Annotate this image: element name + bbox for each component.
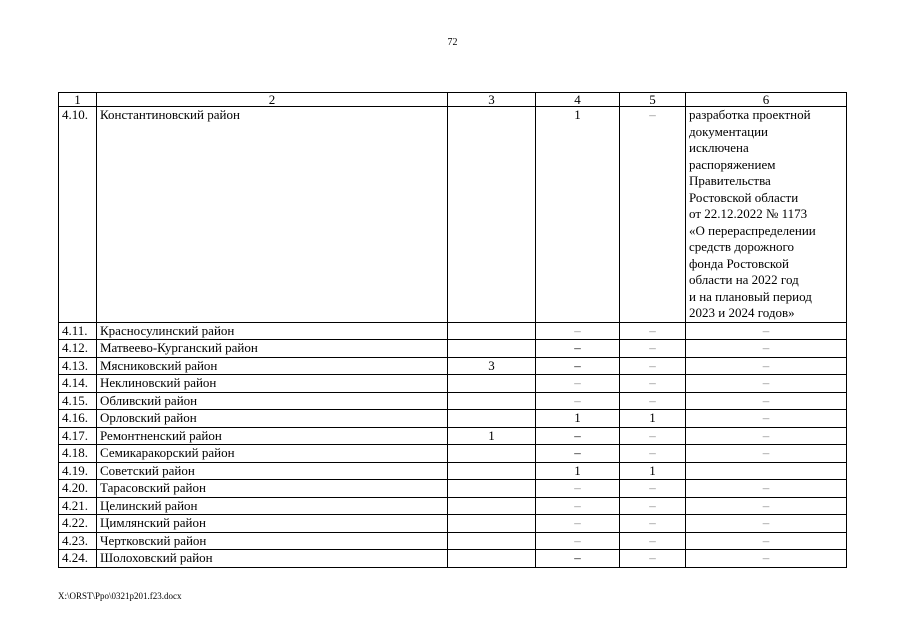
col4-value: – — [536, 550, 620, 568]
district-name: Цимлянский район — [97, 515, 448, 533]
row-number: 4.20. — [59, 480, 97, 498]
col6-value: – — [686, 480, 847, 498]
col5-value: – — [620, 357, 686, 375]
note-line: разработка проектной — [689, 107, 811, 122]
col5-value: – — [620, 427, 686, 445]
row-number: 4.22. — [59, 515, 97, 533]
col6-value: – — [686, 445, 847, 463]
col5-value: – — [620, 340, 686, 358]
district-name: Красносулинский район — [97, 322, 448, 340]
header-cell: 1 — [59, 93, 97, 107]
col5-value: 1 — [620, 462, 686, 480]
col4-value: 1 — [536, 107, 620, 323]
col5-value: – — [620, 375, 686, 393]
col6-value: – — [686, 357, 847, 375]
table-row — [59, 375, 847, 393]
row-number: 4.18. — [59, 445, 97, 463]
table-row — [59, 445, 847, 463]
header-cell: 5 — [620, 93, 686, 107]
col5-value: – — [620, 480, 686, 498]
note-line: документации — [689, 123, 769, 139]
col3-value — [448, 340, 536, 358]
col5-value: – — [620, 107, 686, 323]
district-name: Чертковский район — [97, 532, 448, 550]
row-number: 4.17. — [59, 427, 97, 445]
row-number: 4.24. — [59, 550, 97, 568]
col6-value: – — [686, 322, 847, 340]
row-number: 4.14. — [59, 375, 97, 393]
note-line: Ростовской области — [689, 189, 799, 205]
col4-value: – — [536, 427, 620, 445]
row-number: 4.10. — [59, 107, 97, 323]
col3-value: 3 — [448, 357, 536, 375]
col6-value: – — [686, 497, 847, 515]
row-number: 4.13. — [59, 357, 97, 375]
table-row — [59, 532, 847, 550]
note-line: и на плановый период — [689, 288, 812, 304]
col3-value — [448, 515, 536, 533]
table-row — [59, 550, 847, 568]
col4-value: – — [536, 375, 620, 393]
table-row — [59, 515, 847, 533]
note-line: средств дорожного — [689, 239, 795, 254]
col3-value: 1 — [448, 427, 536, 445]
table-row — [59, 427, 847, 445]
note-line: распоряжением — [689, 156, 776, 172]
col6-value: – — [686, 375, 847, 393]
header-cell: 4 — [536, 93, 620, 107]
district-name: Мясниковский район — [97, 357, 448, 375]
col6-value — [686, 462, 847, 480]
col3-value — [448, 322, 536, 340]
col6-value: – — [686, 340, 847, 358]
col6-value: – — [686, 532, 847, 550]
table-row — [59, 357, 847, 375]
col3-value — [448, 107, 536, 323]
district-name: Неклиновский район — [97, 375, 448, 393]
col6-value: – — [686, 550, 847, 568]
district-name: Орловский район — [97, 410, 448, 428]
col4-value: – — [536, 497, 620, 515]
page-number: 72 — [447, 37, 458, 48]
note-line: исключена — [689, 140, 749, 155]
header-row — [59, 93, 847, 107]
note-line: «О перераспределении — [689, 222, 816, 238]
col4-value: 1 — [536, 462, 620, 480]
col3-value — [448, 550, 536, 568]
district-name: Константиновский район — [97, 107, 448, 323]
col4-value: – — [536, 392, 620, 410]
col6-value: – — [686, 427, 847, 445]
district-name: Целинский район — [97, 497, 448, 515]
district-name: Обливский район — [97, 392, 448, 410]
file-path-footer: X:\ORST\Ppo\0321p201.f23.docx — [58, 591, 182, 601]
col4-value: – — [536, 445, 620, 463]
header-cell: 6 — [686, 93, 847, 107]
table-row — [59, 410, 847, 428]
table-row — [59, 462, 847, 480]
col5-value: – — [620, 322, 686, 340]
district-name: Тарасовский район — [97, 480, 448, 498]
note-line: Правительства — [689, 173, 771, 188]
district-name: Семикаракорский район — [97, 445, 448, 463]
col5-value: – — [620, 532, 686, 550]
row-number: 4.12. — [59, 340, 97, 358]
table-row — [59, 392, 847, 410]
table-row — [59, 497, 847, 515]
col5-value: 1 — [620, 410, 686, 428]
col3-value — [448, 445, 536, 463]
row-number: 4.23. — [59, 532, 97, 550]
row-number: 4.21. — [59, 497, 97, 515]
col5-value: – — [620, 550, 686, 568]
note-line: области на 2022 год — [689, 272, 799, 287]
col5-value: – — [620, 515, 686, 533]
col3-value — [448, 497, 536, 515]
table-row — [59, 480, 847, 498]
district-name: Ремонтненский район — [97, 427, 448, 445]
row-number: 4.11. — [59, 322, 97, 340]
col4-value: 1 — [536, 410, 620, 428]
col6-value: – — [686, 515, 847, 533]
row-number: 4.19. — [59, 462, 97, 480]
col3-value — [448, 410, 536, 428]
note-line: фонда Ростовской — [689, 255, 789, 271]
col3-value — [448, 532, 536, 550]
district-name: Матвеево-Курганский район — [97, 340, 448, 358]
col3-value — [448, 392, 536, 410]
note-line: 2023 и 2024 годов» — [689, 305, 795, 320]
district-name: Шолоховский район — [97, 550, 448, 568]
header-cell: 2 — [97, 93, 448, 107]
col5-value: – — [620, 392, 686, 410]
table-row — [59, 322, 847, 340]
table-row — [59, 107, 847, 323]
col5-value: – — [620, 497, 686, 515]
col3-value — [448, 480, 536, 498]
col3-value — [448, 462, 536, 480]
col4-value: – — [536, 532, 620, 550]
col4-value: – — [536, 515, 620, 533]
header-cell: 3 — [448, 93, 536, 107]
note-cell — [686, 107, 847, 323]
district-table — [58, 92, 847, 568]
col6-value: – — [686, 392, 847, 410]
col4-value: – — [536, 480, 620, 498]
col4-value: – — [536, 340, 620, 358]
row-number: 4.16. — [59, 410, 97, 428]
col5-value: – — [620, 445, 686, 463]
table-row — [59, 340, 847, 358]
col4-value: – — [536, 322, 620, 340]
district-name: Советский район — [97, 462, 448, 480]
row-number: 4.15. — [59, 392, 97, 410]
col4-value: – — [536, 357, 620, 375]
col6-value: – — [686, 410, 847, 428]
note-line: от 22.12.2022 № 1173 — [689, 206, 808, 221]
col3-value — [448, 375, 536, 393]
